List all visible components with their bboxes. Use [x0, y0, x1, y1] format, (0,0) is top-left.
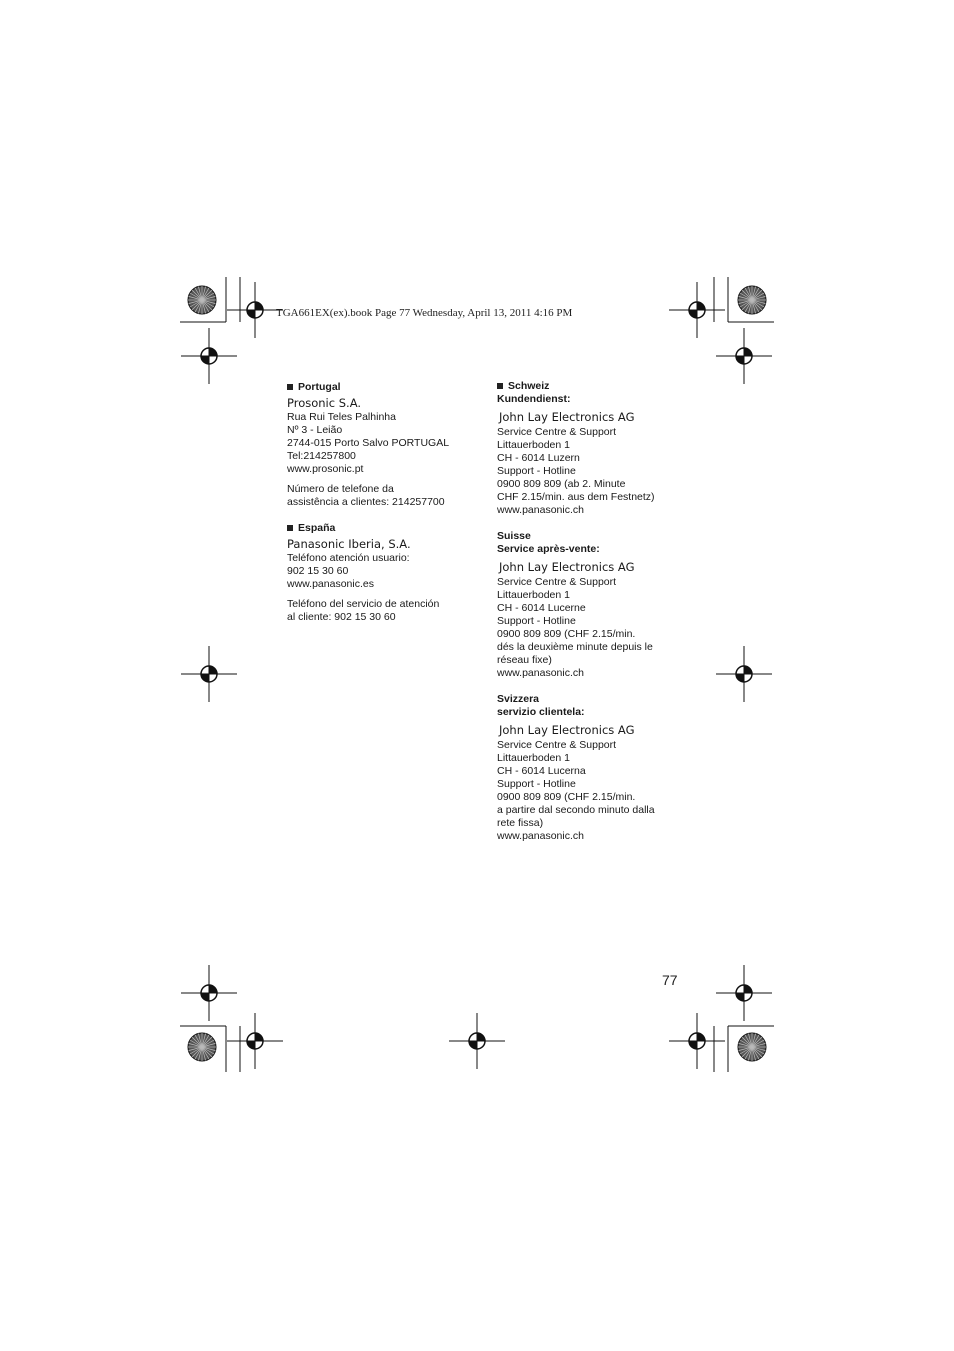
section-title: Schweiz	[497, 380, 677, 393]
section-portugal	[287, 381, 467, 509]
section-subtitle: Kundendienst:	[497, 393, 571, 405]
target-quadrant	[697, 302, 705, 310]
note-line: al cliente: 902 15 30 60	[287, 611, 396, 623]
section-title: Portugal	[287, 381, 467, 394]
detail-line: Littauerboden 1	[497, 752, 570, 764]
website-line: www.panasonic.ch	[497, 830, 584, 842]
detail-line: Support - Hotline	[497, 778, 576, 790]
page-number: 77	[662, 972, 678, 988]
website-line: www.panasonic.es	[287, 578, 374, 590]
detail-line: Teléfono atención usuario:	[287, 552, 410, 564]
section-suisse	[497, 530, 677, 680]
note-line: Número de telefone da	[287, 483, 394, 495]
detail-line: Service Centre & Support	[497, 426, 617, 438]
target-quadrant	[255, 1033, 263, 1041]
phone-line: Tel:214257800	[287, 450, 356, 462]
detail-line: Service Centre & Support	[497, 576, 617, 588]
detail-line: Littauerboden 1	[497, 439, 570, 451]
website-line: www.prosonic.pt	[287, 463, 364, 475]
section-subtitle: Service après-vente:	[497, 543, 600, 555]
target-quadrant	[201, 356, 209, 364]
company-name: Panasonic Iberia, S.A.	[287, 537, 411, 551]
detail-line: CH - 6014 Lucerne	[497, 602, 586, 614]
target-quadrant	[247, 1041, 255, 1049]
section-espana	[287, 522, 467, 624]
target-quadrant	[209, 666, 217, 674]
note-line: assistência a clientes: 214257700	[287, 496, 445, 508]
bullet-square-icon	[287, 384, 293, 390]
target-quadrant	[736, 674, 744, 682]
target-quadrant	[689, 1041, 697, 1049]
target-quadrant	[477, 1033, 485, 1041]
address-line: 2744-015 Porto Salvo PORTUGAL	[287, 437, 450, 449]
address-line: Rua Rui Teles Palhinha	[287, 411, 396, 423]
detail-line: Service Centre & Support	[497, 739, 617, 751]
target-quadrant	[209, 985, 217, 993]
company-name: John Lay Electronics AG	[499, 560, 635, 574]
company-name: Prosonic S.A.	[287, 396, 362, 410]
detail-line: Support - Hotline	[497, 465, 576, 477]
target-quadrant	[744, 985, 752, 993]
target-quadrant	[247, 310, 255, 318]
right-column	[497, 380, 677, 843]
note-line: Teléfono del servicio de atención	[287, 598, 440, 610]
section-title: España	[287, 522, 467, 535]
detail-line: 0900 809 809 (CHF 2.15/min.	[497, 628, 636, 640]
section-title: Svizzera	[497, 693, 540, 705]
target-quadrant	[736, 993, 744, 1001]
detail-line: Littauerboden 1	[497, 589, 570, 601]
target-quadrant	[744, 666, 752, 674]
detail-line: CH - 6014 Luzern	[497, 452, 580, 464]
section-title: Suisse	[497, 530, 531, 542]
website-line: www.panasonic.ch	[497, 504, 584, 516]
bullet-square-icon	[497, 383, 503, 389]
detail-line: dés la deuxième minute depuis le	[497, 641, 653, 653]
book-file-header: TGA661EX(ex).book Page 77 Wednesday, April 13, 2011 4:16 PM	[276, 307, 573, 319]
section-schweiz	[497, 380, 677, 517]
address-line: Nº 3 - Leião	[287, 424, 343, 436]
detail-line: Support - Hotline	[497, 615, 576, 627]
target-quadrant	[469, 1041, 477, 1049]
phone-line: 902 15 30 60	[287, 565, 349, 577]
website-line: www.panasonic.ch	[497, 667, 584, 679]
detail-line: 0900 809 809 (CHF 2.15/min.	[497, 791, 636, 803]
detail-line: a partire dal secondo minuto dalla	[497, 804, 655, 816]
detail-line: 0900 809 809 (ab 2. Minute	[497, 478, 626, 490]
target-quadrant	[201, 674, 209, 682]
target-quadrant	[689, 310, 697, 318]
target-quadrant	[209, 348, 217, 356]
target-quadrant	[697, 1033, 705, 1041]
left-column	[287, 381, 467, 624]
detail-line: réseau fixe)	[497, 654, 552, 666]
target-quadrant	[736, 356, 744, 364]
target-quadrant	[255, 302, 263, 310]
detail-line: CHF 2.15/min. aus dem Festnetz)	[497, 491, 655, 503]
company-name: John Lay Electronics AG	[499, 410, 635, 424]
detail-line: CH - 6014 Lucerna	[497, 765, 586, 777]
section-subtitle: servizio clientela:	[497, 706, 585, 718]
company-name: John Lay Electronics AG	[499, 723, 635, 737]
detail-line: rete fissa)	[497, 817, 544, 829]
target-quadrant	[744, 348, 752, 356]
section-svizzera	[497, 693, 677, 843]
target-quadrant	[201, 993, 209, 1001]
bullet-square-icon	[287, 525, 293, 531]
